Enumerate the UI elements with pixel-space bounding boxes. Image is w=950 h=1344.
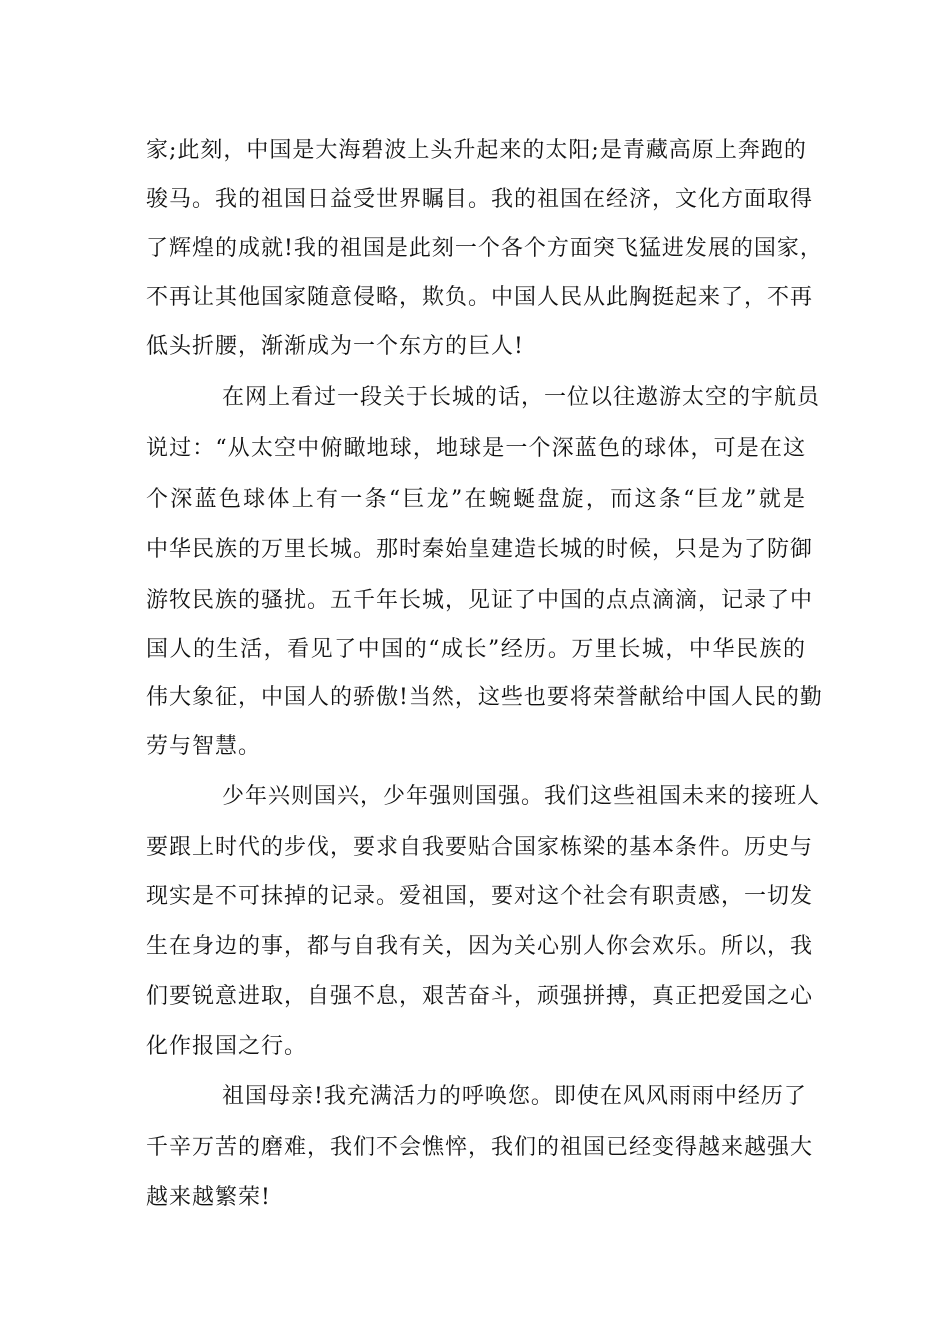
text-line: 伟大象征，中国人的骄傲!当然，这些也要将荣誉献给中国人民的勤 <box>146 685 823 710</box>
text-line: 家;此刻，中国是大海碧波上头升起来的太阳;是青藏高原上奔跑的 <box>146 138 807 163</box>
text-line: 少年兴则国兴，少年强则国强。我们这些祖国未来的接班人 <box>222 784 821 809</box>
text-line: 不再让其他国家随意侵略，欺负。中国人民从此胸挺起来了，不再 <box>146 285 814 310</box>
text-line: 千辛万苦的磨难，我们不会憔悴，我们的祖国已经变得越来越强大 <box>146 1135 814 1160</box>
text-line: 们要锐意进取，自强不息，艰苦奋斗，顽强拼搏，真正把爱国之心 <box>146 984 814 1009</box>
text-line: 劳与智慧。 <box>146 734 262 759</box>
text-line: 骏马。我的祖国日益受世界瞩目。我的祖国在经济，文化方面取得 <box>146 187 814 212</box>
text-line: 了辉煌的成就!我的祖国是此刻一个各个方面突飞猛进发展的国家， <box>146 236 823 261</box>
text-line: 低头折腰，渐渐成为一个东方的巨人! <box>146 334 524 359</box>
text-line: 中华民族的万里长城。那时秦始皇建造长城的时候，只是为了防御 <box>146 537 814 562</box>
text-line: 生在身边的事，都与自我有关，因为关心别人你会欢乐。所以，我 <box>146 934 814 959</box>
text-line: 游牧民族的骚扰。五千年长城，见证了中国的点点滴滴，记录了中 <box>146 588 814 613</box>
text-line: 现实是不可抹掉的记录。爱祖国，要对这个社会有职责感，一切发 <box>146 884 814 909</box>
text-line: 越来越繁荣! <box>146 1185 271 1210</box>
text-line: 要跟上时代的步伐，要求自我要贴合国家栋梁的基本条件。历史与 <box>146 835 814 860</box>
text-line: 化作报国之行。 <box>146 1034 308 1059</box>
text-line: 祖国母亲!我充满活力的呼唤您。即使在风风雨雨中经历了 <box>222 1084 807 1109</box>
text-line: 在网上看过一段关于长城的话，一位以往遨游太空的宇航员 <box>222 385 821 410</box>
text-line: 个深蓝色球体上有一条“巨龙”在蜿蜒盘旋，而这条“巨龙”就是 <box>146 487 806 512</box>
text-line: 说过：“从太空中俯瞰地球，地球是一个深蓝色的球体，可是在这 <box>146 436 806 461</box>
text-line: 国人的生活，看见了中国的“成长”经历。万里长城，中华民族的 <box>146 637 806 662</box>
